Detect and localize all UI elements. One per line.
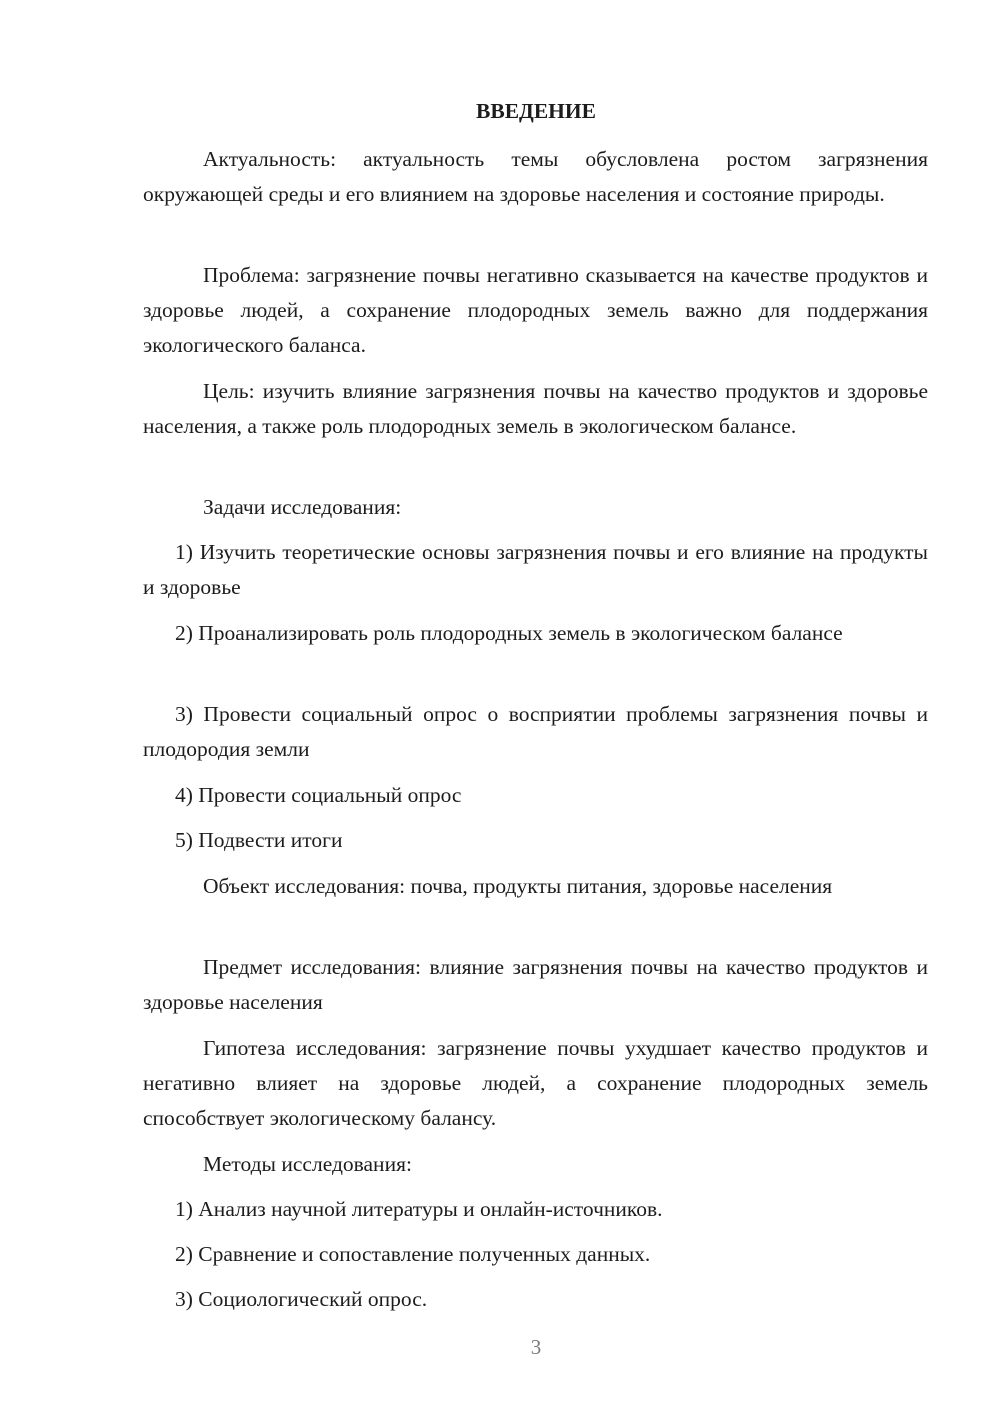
problem-paragraph: Проблема: загрязнение почвы негативно сказывается на качестве продуктов и здоровье людей, а сохранение плодородных земель важно для поддержания экологического баланса. — [143, 263, 928, 357]
method-item-2: 2) Сравнение и сопоставление полученных данных. — [175, 1242, 651, 1266]
relevance-paragraph: Актуальность: актуальность темы обусловлена ростом загрязнения окружающей среды и его влиянием на здоровье населения и состояние природы. — [143, 147, 928, 206]
task-item-1: 1) Изучить теоретические основы загрязнения почвы и его влияние на продукты и здоровье — [143, 540, 928, 599]
goal-paragraph: Цель: изучить влияние загрязнения почвы на качество продуктов и здоровье населения, а также роль плодородных земель в экологическом балансе. — [143, 379, 928, 438]
tasks-heading: Задачи исследования: — [203, 495, 402, 519]
object-paragraph: Объект исследования: почва, продукты питания, здоровье населения — [203, 874, 833, 898]
section-title: ВВЕДЕНИЕ — [476, 99, 596, 123]
method-item-3: 3) Социологический опрос. — [175, 1287, 428, 1311]
task-item-2: 2) Проанализировать роль плодородных земель в экологическом балансе — [175, 621, 843, 645]
hypothesis-paragraph: Гипотеза исследования: загрязнение почвы ухудшает качество продуктов и негативно влияет на здоровье людей, а сохранение плодородных земель способствует экологическому балансу. — [143, 1036, 928, 1130]
subject-paragraph: Предмет исследования: влияние загрязнения почвы на качество продуктов и здоровье населения — [143, 955, 928, 1014]
page-number: 3 — [530, 1335, 542, 1359]
task-item-5: 5) Подвести итоги — [175, 828, 343, 852]
method-item-1: 1) Анализ научной литературы и онлайн-источников. — [175, 1197, 663, 1221]
methods-heading: Методы исследования: — [203, 1152, 412, 1176]
task-item-3: 3) Провести социальный опрос о восприятии проблемы загрязнения почвы и плодородия земли — [143, 702, 928, 761]
task-item-4: 4) Провести социальный опрос — [175, 783, 462, 807]
